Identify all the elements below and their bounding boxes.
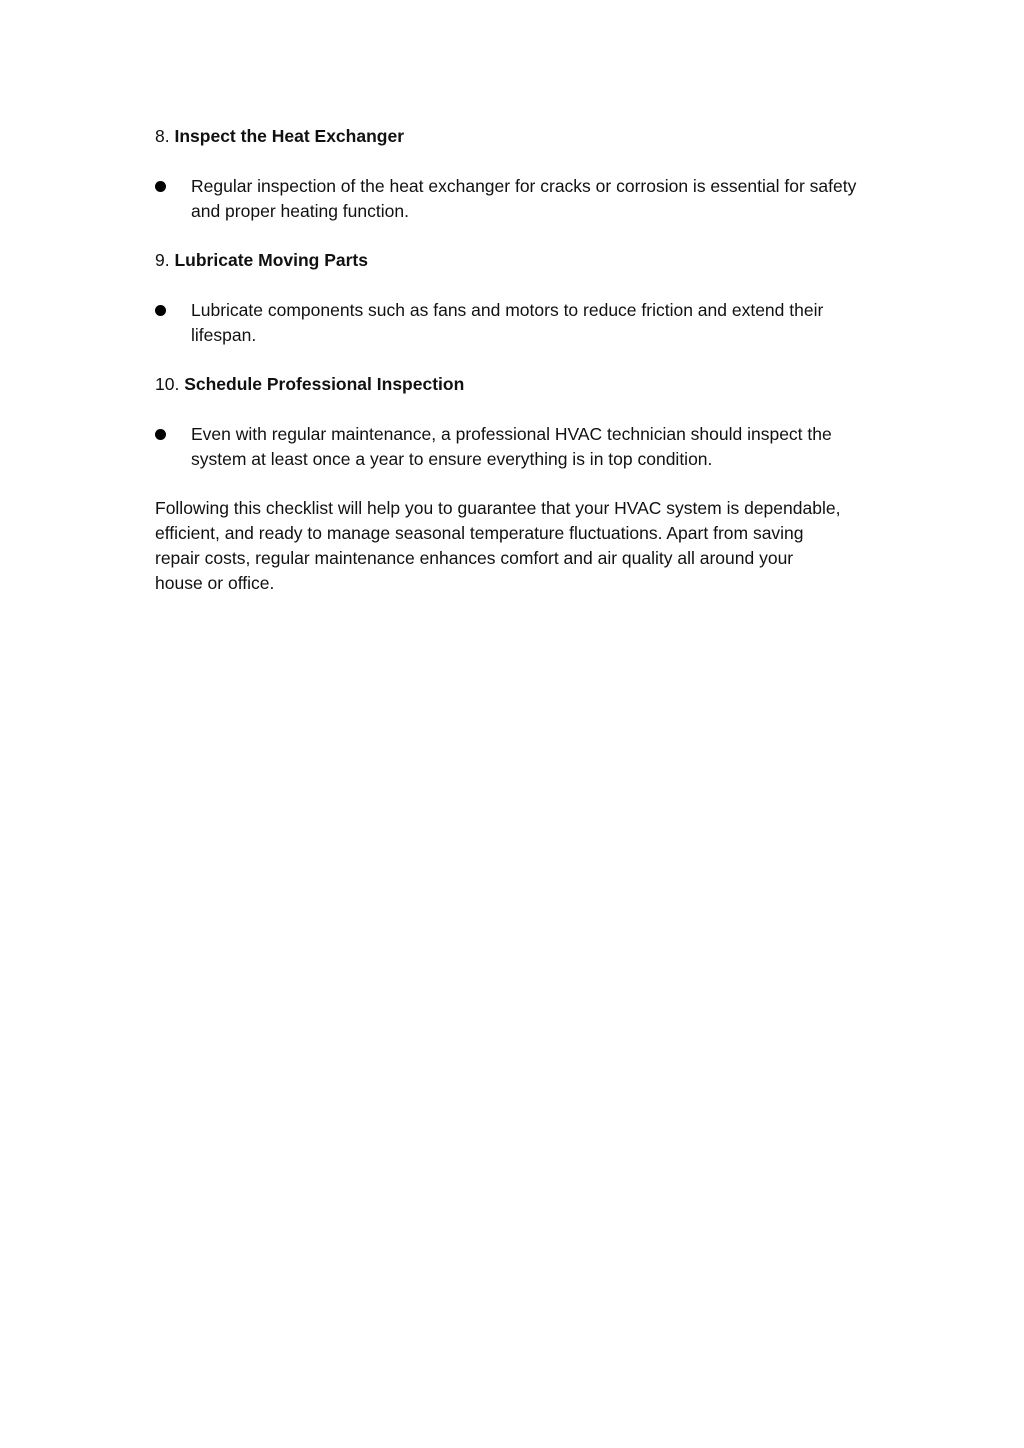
section-title: Schedule Professional Inspection bbox=[184, 374, 465, 394]
bullet-text: Even with regular maintenance, a professional HVAC technician should inspect the system at least once a year to ensure everything is in top condition. bbox=[191, 424, 832, 469]
closing-paragraph: Following this checklist will help you to guarantee that your HVAC system is dependable, efficient, and ready to manage seasonal temperature fluctuations. Apart from saving repair costs, regular maintenance enhances comfort and air quality all around your house or office. bbox=[155, 498, 841, 593]
bullet-icon bbox=[155, 305, 166, 316]
section-title: Lubricate Moving Parts bbox=[174, 250, 368, 270]
section-number: 8. bbox=[155, 126, 170, 146]
bullet-icon bbox=[155, 181, 166, 192]
section-heading-9 bbox=[155, 248, 368, 273]
bullet-text: Regular inspection of the heat exchanger for cracks or corrosion is essential for safety and proper heating function. bbox=[191, 176, 857, 221]
section-number: 9. bbox=[155, 250, 170, 270]
section-title: Inspect the Heat Exchanger bbox=[174, 126, 405, 146]
bullet-text: Lubricate components such as fans and motors to reduce friction and extend their lifespan. bbox=[191, 300, 824, 345]
bullet-icon bbox=[155, 429, 166, 440]
section-heading-8 bbox=[155, 124, 404, 149]
section-heading-10 bbox=[155, 372, 464, 397]
section-number: 10. bbox=[155, 374, 180, 394]
